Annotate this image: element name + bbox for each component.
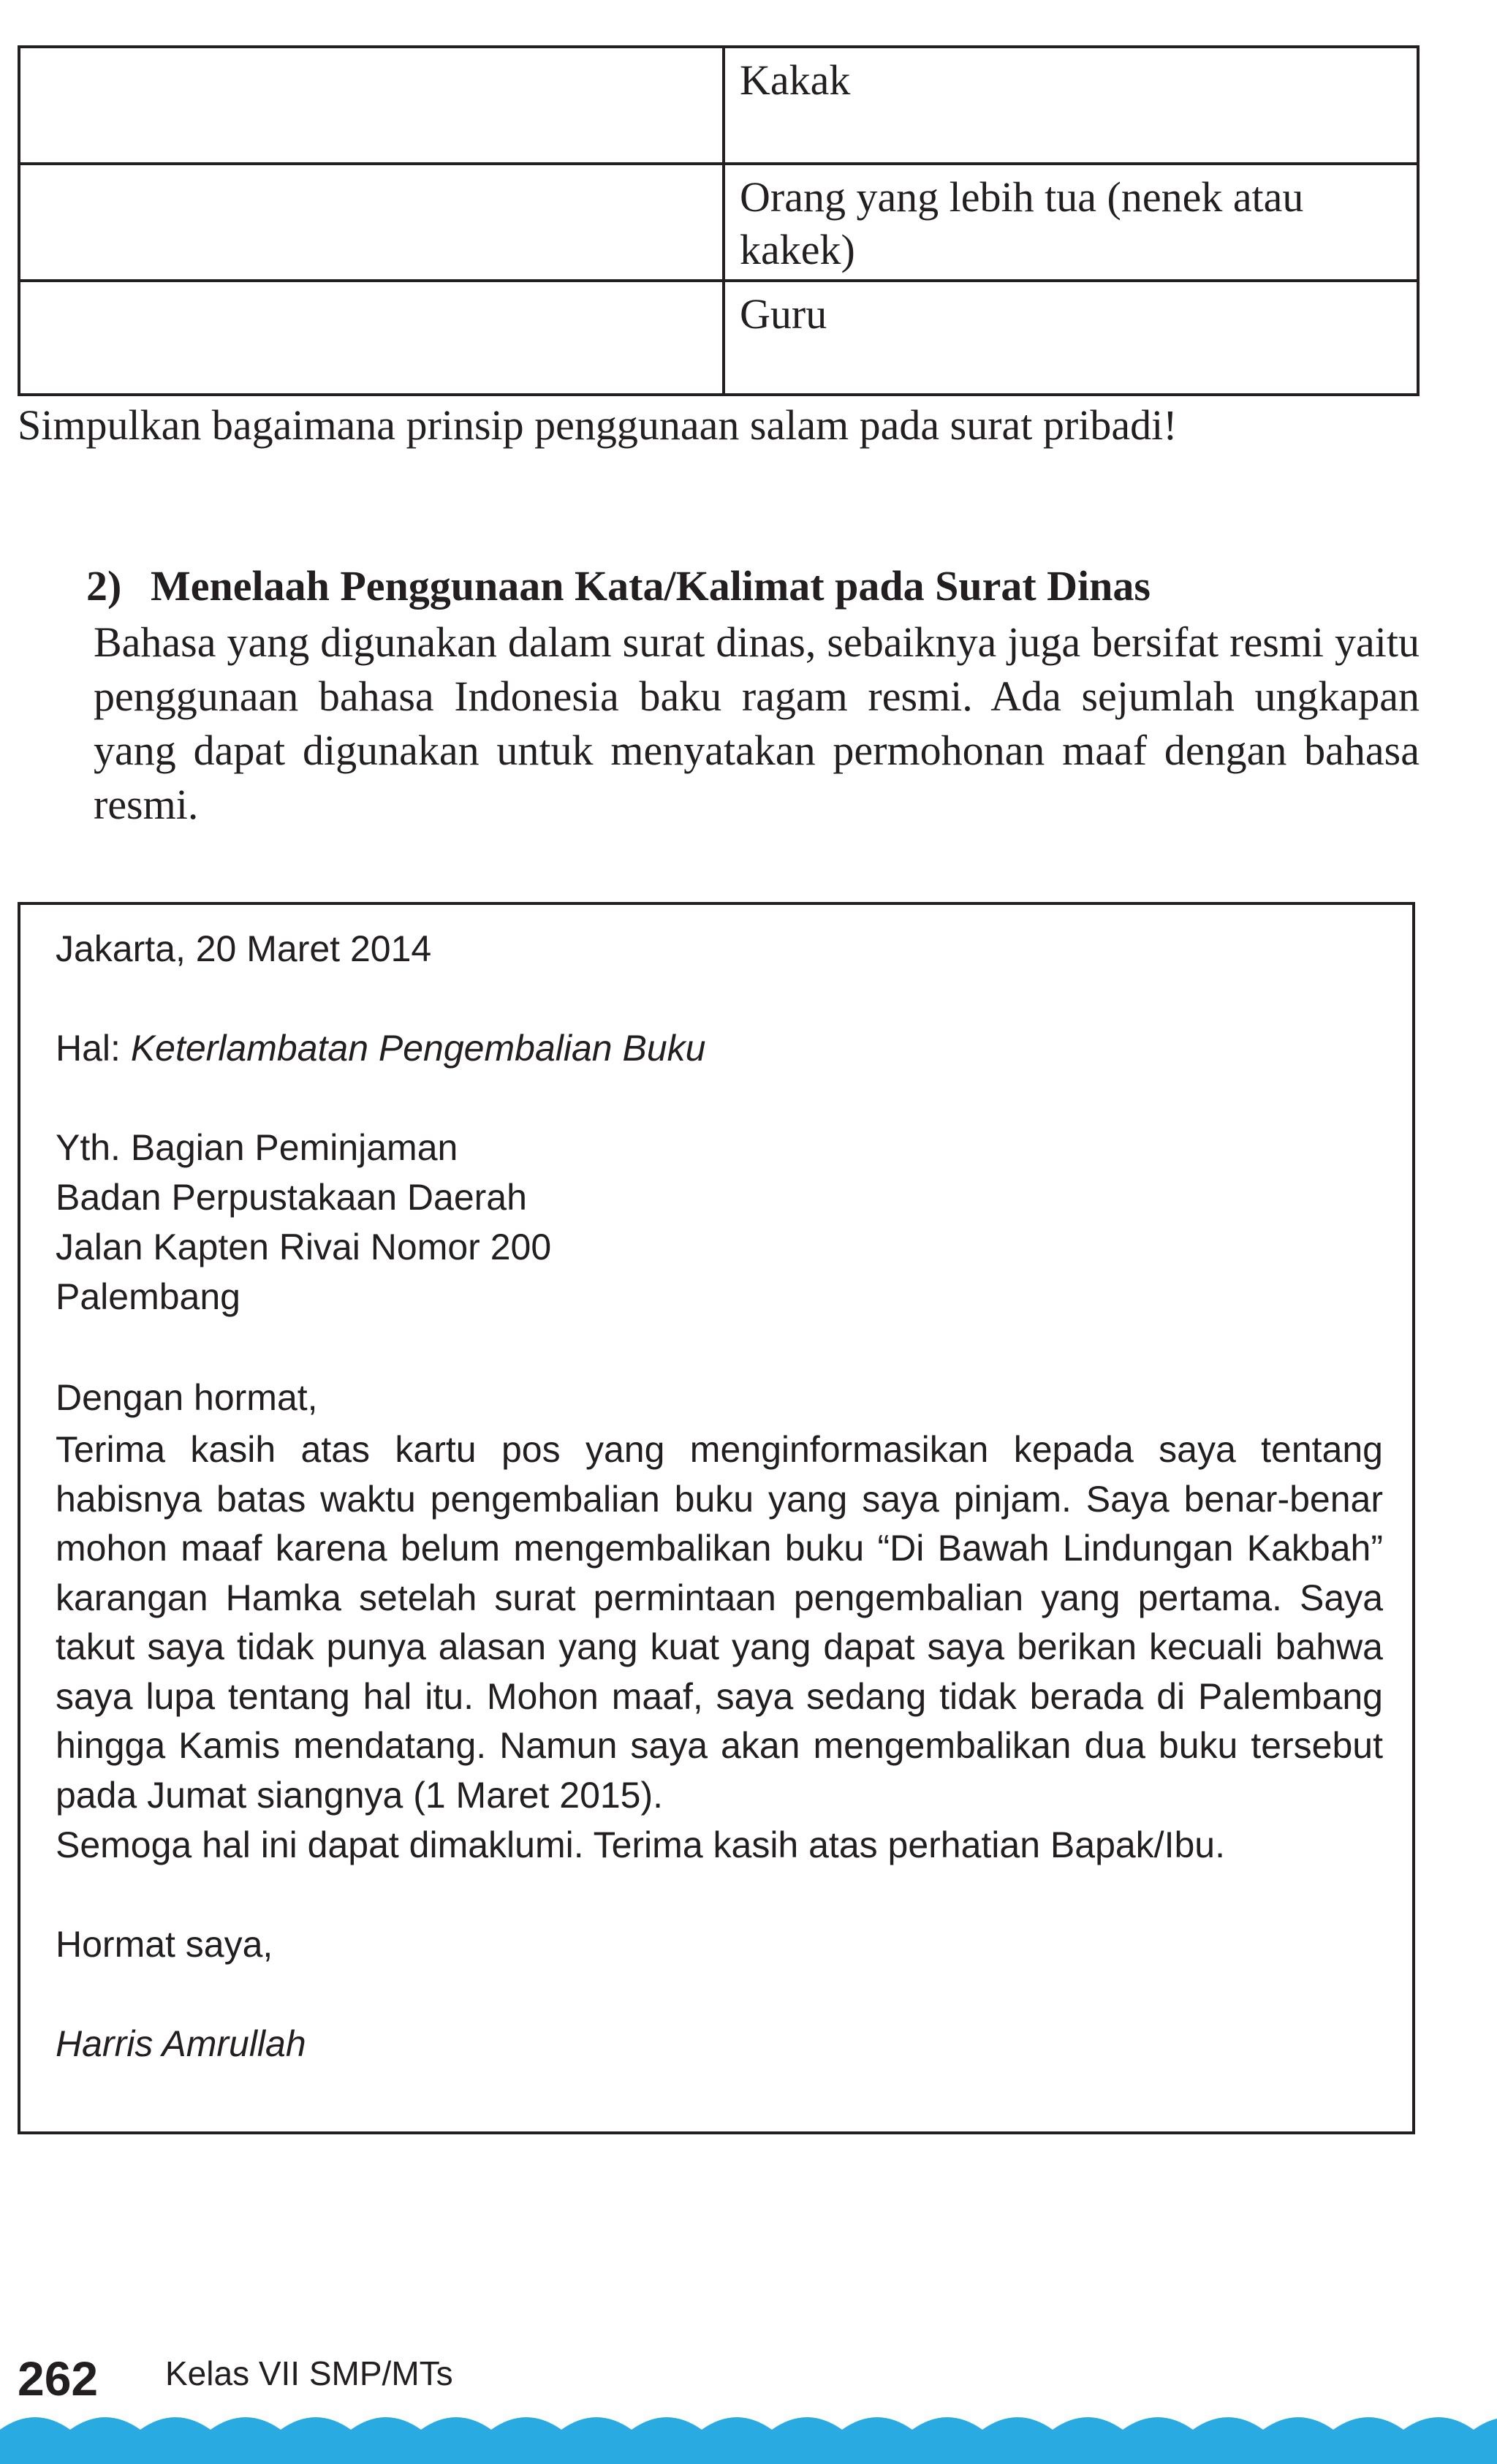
table-cell-empty <box>19 281 724 395</box>
recipient-line: Palembang <box>56 1276 240 1317</box>
letter-subject <box>56 1023 705 1073</box>
subject-label: Hal: <box>56 1028 131 1069</box>
table-cell-empty <box>19 164 724 281</box>
table-row <box>19 281 1418 395</box>
recipient-line: Jalan Kapten Rivai Nomor 200 <box>56 1227 552 1267</box>
wave-decoration <box>0 2412 1497 2464</box>
letter-signature: Harris Amrullah <box>56 2023 306 2064</box>
footer-text: Kelas VII SMP/MTs <box>165 2354 453 2392</box>
table-row <box>19 164 1418 281</box>
letter-body: Terima kasih atas kartu pos yang menginformasikan kepada saya tentang habisnya batas waktu pengembalian buku yang saya pinjam. Saya benar-benar mohon maaf karena belum mengembalikan buku “Di Bawah Lindungan Kakbah” karangan Hamka setelah surat permintaan pengembalian yang pertama. Saya takut saya tidak punya alasan yang kuat yang dapat saya berikan kecuali bahwa saya lupa tentang hal itu. Mohon maaf, saya sedang tidak berada di Palembang hingga Kamis mendatang. Namun saya akan mengembalikan dua buku tersebut pada Jumat siangnya (1 Maret 2015). <box>56 1429 1383 1816</box>
page-number: 262 <box>18 2351 99 2406</box>
recipient-line: Badan Perpustakaan Daerah <box>56 1177 527 1218</box>
letter-body-last: Semoga hal ini dapat dimaklumi. Terima kasih atas perhatian Bapak/Ibu. <box>56 1824 1225 1865</box>
table-cell-kakak: Kakak <box>724 47 1418 164</box>
section-heading <box>86 561 1151 610</box>
subject-text: Keterlambatan Pengembalian Buku <box>130 1028 706 1069</box>
table-cell-orang-tua: Orang yang lebih tua (nenek atau kakek) <box>724 164 1418 281</box>
table-cell-guru: Guru <box>724 281 1418 395</box>
letter-greeting: Dengan hormat, <box>56 1377 318 1418</box>
section-number: 2) <box>86 562 122 610</box>
comparison-table <box>18 45 1420 396</box>
letter-closing: Hormat saya, <box>56 1924 273 1965</box>
wave-shape <box>0 2417 1497 2464</box>
letter-date: Jakarta, 20 Maret 2014 <box>56 928 432 969</box>
table-row <box>19 47 1418 164</box>
section-title: Menelaah Penggunaan Kata/Kalimat pada Surat Dinas <box>151 562 1151 610</box>
recipient-line: Yth. Bagian Peminjaman <box>56 1127 458 1168</box>
table-cell-empty <box>19 47 724 164</box>
instruction-text: Simpulkan bagaimana prinsip penggunaan salam pada surat pribadi! <box>18 401 1178 449</box>
letter-box <box>18 902 1415 2134</box>
section-paragraph: Bahasa yang digunakan dalam surat dinas, sebaiknya juga bersifat resmi yaitu penggunaan bahasa Indonesia baku ragam resmi. Ada sejumlah ungkapan yang dapat digunakan untuk menyatakan permohonan maaf dengan bahasa resmi. <box>94 618 1420 828</box>
